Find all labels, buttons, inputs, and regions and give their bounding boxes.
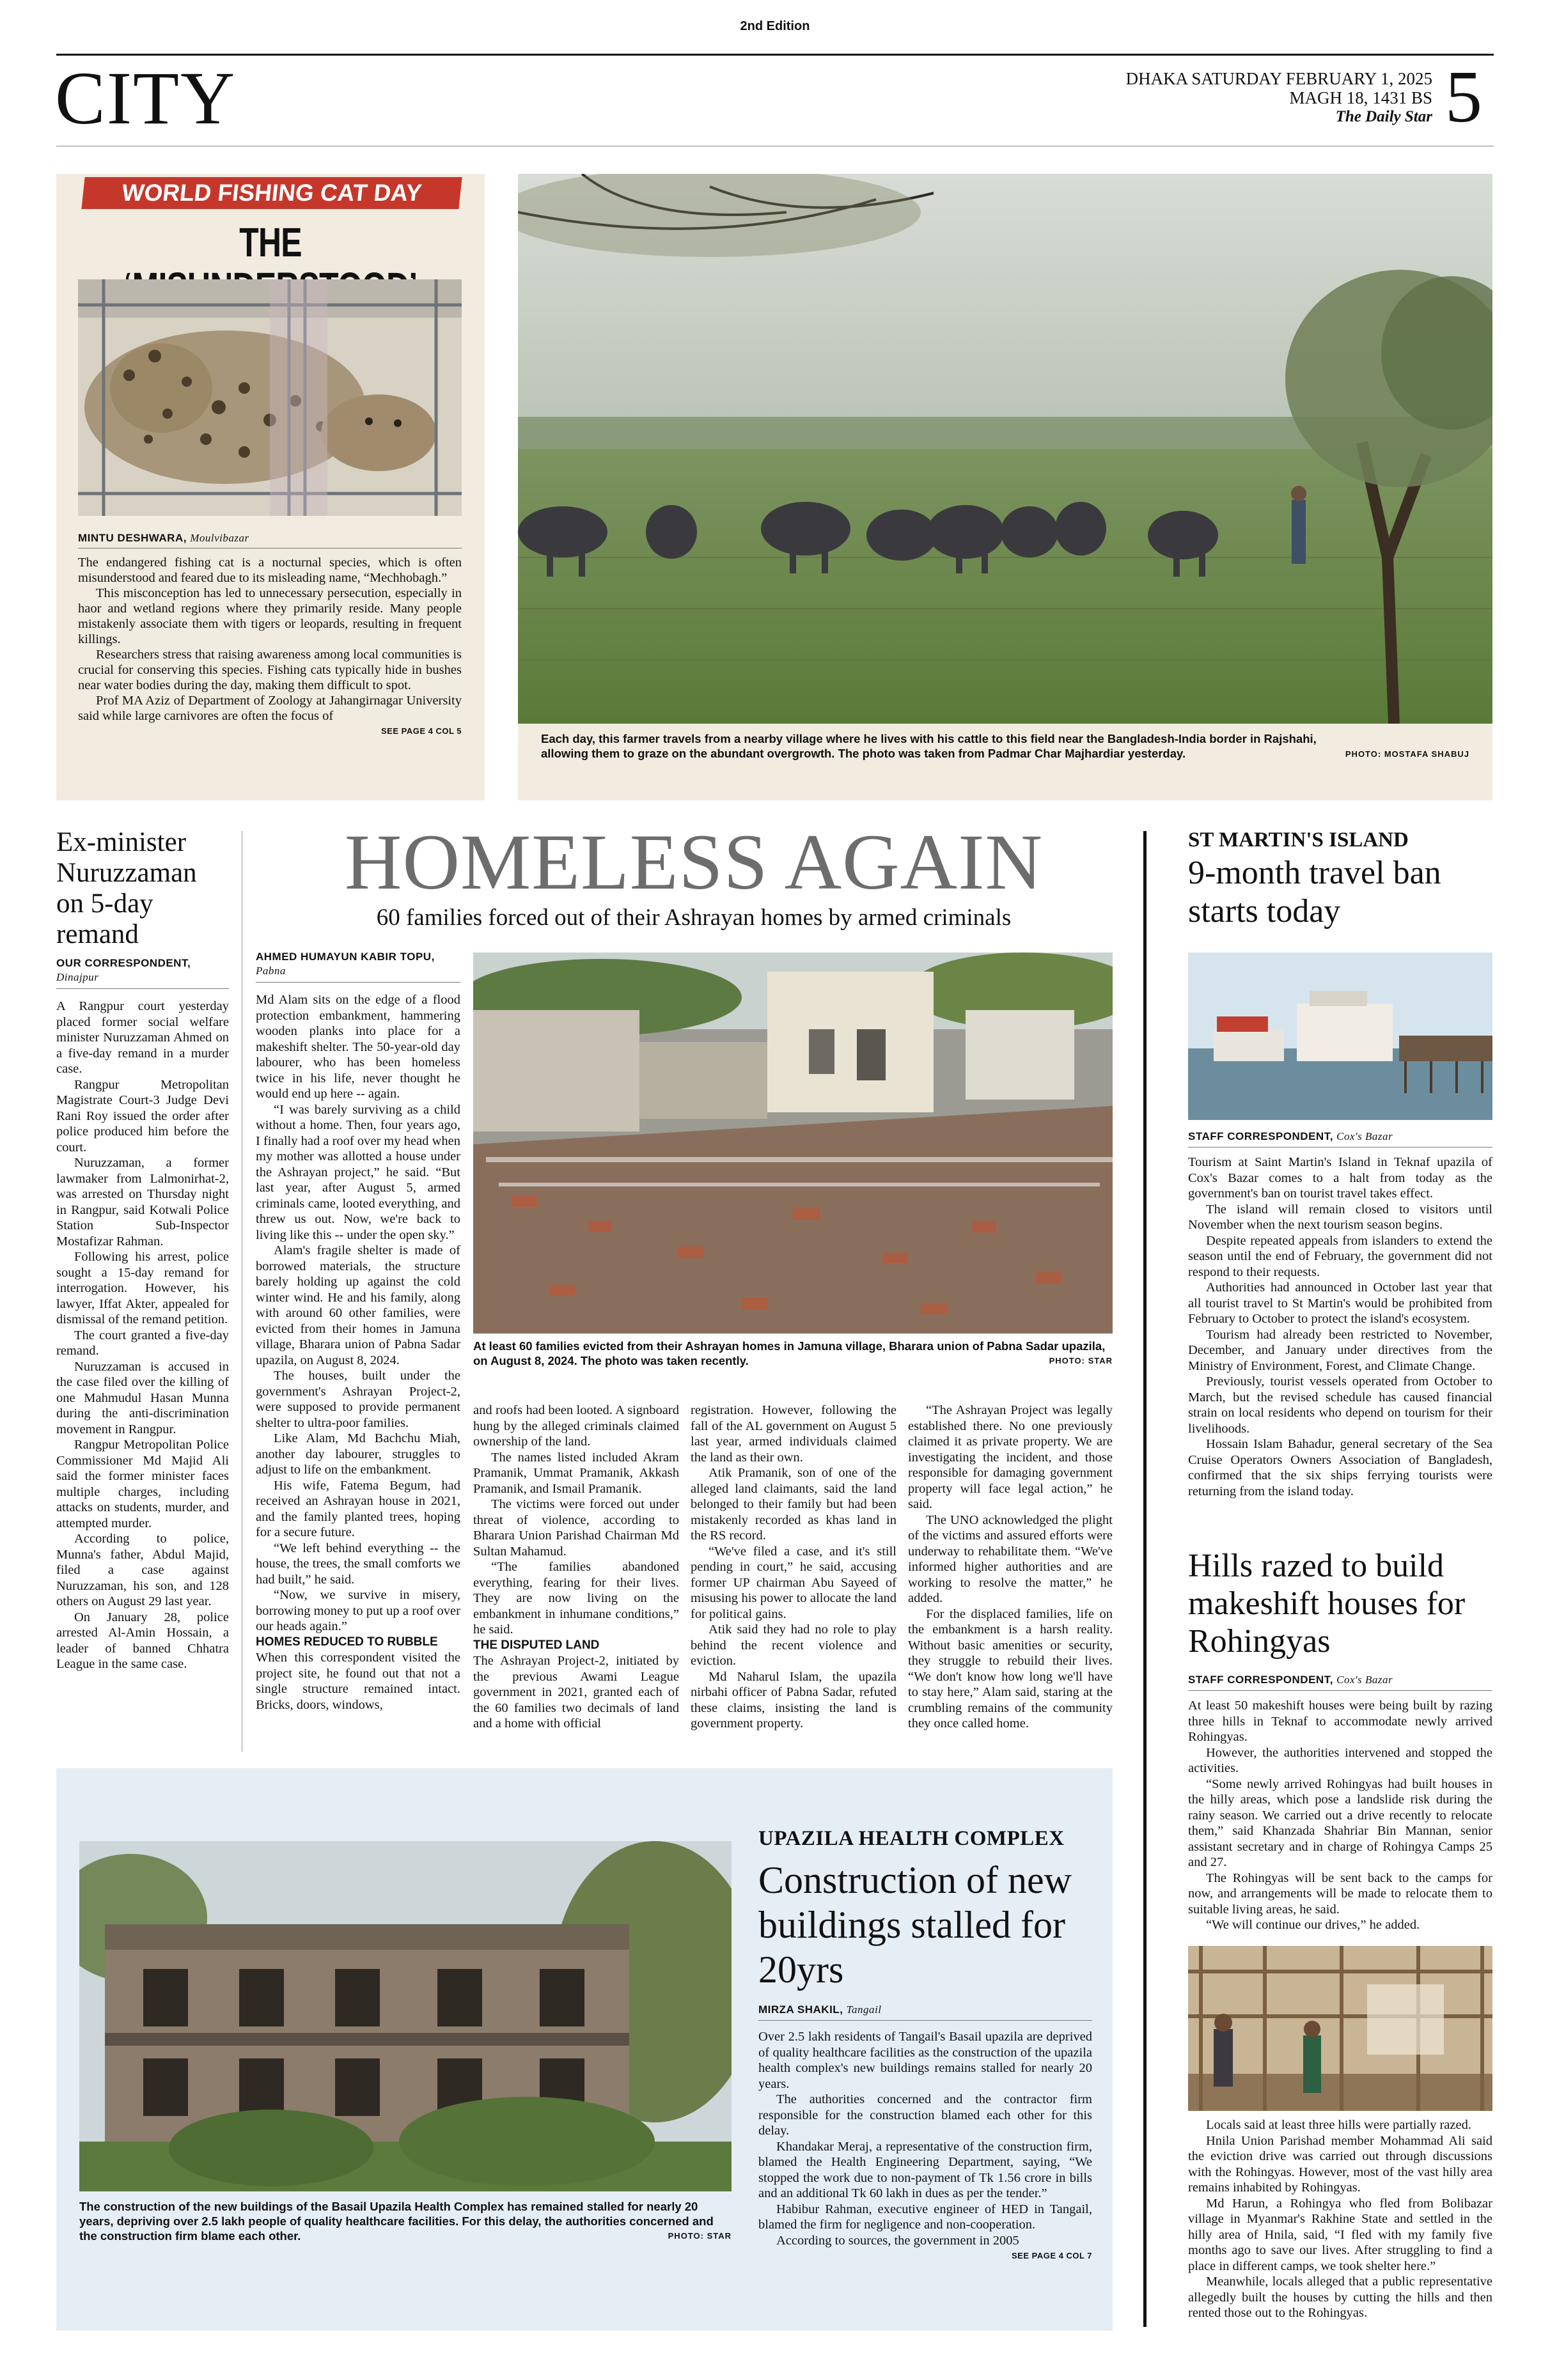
byline-name: MINTU DESHWARA, [78,532,187,544]
paragraph: However, the authorities intervened and stopped the activities. [1188,1745,1492,1775]
byline-name: MIRZA SHAKIL, [758,2003,843,2016]
health-photo [79,1841,732,2191]
health-body [758,2029,1092,2264]
paragraph: According to sources, the government in 2005 [776,2233,1019,2248]
byline-place: Moulvibazar [190,532,249,544]
paragraph: Md Harun, a Rohingya who fled from Bolibazar village in Myanmar's Rakhine State and settled in the hilly area of Hnila, said, “I fled with my family five months ago to save our lives. After struggling to find a place in different camps, we took shelter here.” [1188,2196,1492,2273]
nuruzzaman-rule [56,988,229,989]
paragraph: At least 50 makeshift houses were being built by razing three hills in Teknaf to accommodate newly arrived Rohingyas. [1188,1699,1492,1744]
health-rule [758,2020,1092,2021]
abandoned-building-illustration [79,1841,732,2191]
paragraph: Despite repeated appeals from islanders to extend the season until the end of February, the government did not respond to their requests. [1188,1233,1492,1279]
homeless-col4 [908,1403,1113,1732]
st-martins-byline [1188,1130,1393,1143]
buffalo-caption-box [518,724,1492,800]
right-column-rule [1143,831,1147,2327]
caption-text: At least 60 families evicted from their Ashrayan homes in Jamuna village, Bharara union of Pabna Sadar upazila, on August 8, 2024. The photo was taken recently. [473,1339,1106,1367]
ships-illustration [1188,953,1492,1120]
health-byline [758,2003,882,2016]
caption-text: The construction of the new buildings of the Basail Upazila Health Complex has remained stalled for nearly 20 years, depriving over 2.5 lakh people of quality healthcare facilities. For this delay, the authorities concerned and the construction firm blame each other. [79,2200,714,2243]
st-martins-body [1188,1155,1492,1499]
edition-label: 2nd Edition [740,19,810,33]
paragraph: Atik Pramanik, son of one of the alleged land claimants, said the land belonged to their family but had been mistakenly recorded as khas land in the RS record. [691,1466,896,1543]
paragraph: The UNO acknowledged the plight of the victims and assured efforts were underway to rehabilitate them. “We've informed higher authorities and are working to resolve the matter,” he added. [908,1513,1113,1605]
paragraph: A Rangpur court yesterday placed former social welfare minister Nuruzzaman Ahmed on a five-day remand in a murder case. [56,999,229,1076]
paragraph: Md Naharul Islam, the upazila nirbahi officer of Pabna Sadar, refuted these claims, insisting the land is government property. [691,1669,896,1731]
bamboo-house-illustration [1188,1946,1492,2111]
fishing-cat-photo [78,279,462,516]
paragraph: “We've filed a case, and it's still pending in court,” he said, accusing former UP chairman Abu Sayeed of misusing his power to allocate the land for political gains. [691,1544,896,1621]
fishing-cat-illustration [78,279,462,516]
paragraph: Rangpur Metropolitan Magistrate Court-3 Judge Devi Rani Roy issued the order after police produced him before the court. [56,1077,229,1155]
homeless-rule [256,982,460,983]
paragraph: Md Alam sits on the edge of a flood protection embankment, hammering wooden planks into place for a makeshift shelter. The 50-year-old day labourer, who has been homeless twice in his life, never thought he would end up here -- again. [256,993,460,1101]
buffalo-photo [518,174,1492,724]
see-page-link[interactable]: SEE PAGE 4 COL 7 [1011,2251,1092,2260]
paragraph: The endangered fishing cat is a nocturnal species, which is often misunderstood and feared due to its misleading name, “Mechhobagh.” [78,556,462,585]
st-martins-headline: 9-month travel ban starts today [1188,855,1441,929]
paragraph: Nuruzzaman is accused in the case filed over the killing of one Mahmudul Hasan Munna during the anti-discrimination movement in Rangpur. [56,1359,229,1436]
byline-place: Cox's Bazar [1336,1674,1393,1686]
fishing-cat-byline [78,532,249,545]
photo-credit: PHOTO: STAR [668,2231,732,2241]
paragraph: “I was barely surviving as a child without a home. Then, four years ago, I finally had a roof over my head when my mother was allotted a house under the Ashrayan project,” he said. “But last year, after August 5, armed criminals came, looted everything, and threw us out. Now, we're back to living like this -- under the open sky.” [256,1102,460,1242]
masthead-rule [56,54,1494,56]
hills-byline [1188,1674,1393,1686]
section-subhead: HOMES REDUCED TO RUBBLE [256,1635,438,1649]
paragraph: Hossain Islam Bahadur, general secretary of the Sea Cruise Operators Owners Association of Bangladesh, confirmed that the six ships ferrying tourists were returning from the island today. [1188,1437,1492,1498]
paragraph: Alam's fragile shelter is made of borrowed materials, the structure barely holding up against the cold winter wind. He and his family, along with around 60 other families, were evicted from their homes in Jamuna village, Bharara union of Pabna Sadar upazila, on August 8, 2024. [256,1243,460,1367]
paragraph: registration. However, following the fall of the AL government on August 5 last year, armed individuals claimed the land as their own. [691,1403,896,1465]
hills-body [1188,1698,1492,1933]
photo-credit: PHOTO: MOSTAFA SHABUJ [1345,749,1469,759]
paragraph: This misconception has led to unnecessary persecution, especially in haor and wetland regions where they primarily reside. Many people mistakenly associate them with tigers or leopards, resulting in frequent killings. [78,586,462,646]
fishing-cat-body [78,555,462,739]
homeless-col1 [256,992,460,1713]
homeless-photo [473,953,1113,1334]
health-photo-caption [79,2199,732,2243]
health-headline: Construction of new buildings stalled for 20yrs [758,1859,1072,1991]
paragraph: The names listed included Akram Pramanik, Ummat Pramanik, Akkash Pramanik, and Ismail Pramanik. [473,1450,679,1496]
buffalo-caption [541,731,1469,761]
hills-body-after [1188,2117,1492,2321]
see-page-link[interactable]: SEE PAGE 4 COL 5 [380,726,462,736]
buffalo-field-illustration [518,174,1492,724]
paragraph: Habibur Rahman, executive engineer of HED in Tangail, blamed the firm for negligence and non-cooperation. [758,2202,1092,2232]
homeless-col2 [473,1403,679,1732]
paragraph: Researchers stress that raising awareness among local communities is crucial for conserving this species. Fishing cats typically hide in bushes near water bodies during the day, making them difficult to spot. [78,648,462,692]
paragraph: The court granted a five-day remand. [56,1328,229,1358]
hills-headline: Hills razed to build makeshift houses for Rohingyas [1188,1548,1466,1660]
paragraph: The authorities concerned and the contractor firm responsible for the construction blamed each other for this delay. [758,2092,1092,2138]
paragraph: Following his arrest, police sought a 15-day remand for interrogation. However, his lawyer, Iffat Akter, appealed for dismissal of the remand petition. [56,1250,229,1326]
paragraph: Hnila Union Parishad member Mohammad Ali said the eviction drive was carried out through discussions with the Rohingyas. However, most of the vast hilly area remains inhabited by Rohingyas. [1188,2133,1492,2195]
paragraph: “Some newly arrived Rohingyas had built houses in the hilly areas, which pose a landslide risk during the rainy season. We carried out a drive recently to relocate them,” said Khanzada Shahriar Bin Mannan, senior assistant secretary and in charge of Rohingya Camps 25 and 27. [1188,1777,1492,1869]
nuruzzaman-byline [56,956,229,984]
paper-name: The Daily Star [1335,108,1432,125]
paragraph: The Ashrayan Project-2, initiated by the previous Awami League government in 2021, granted each of the 60 families two decimals of land and a home with official [473,1654,679,1731]
paragraph: Over 2.5 lakh residents of Tangail's Basail upazila are deprived of quality healthcare facilities as the construction of the upazila health complex's new buildings remains stalled for nearly 20 years. [758,2030,1092,2091]
homeless-subhead: 60 families forced out of their Ashrayan homes by armed criminals [376,905,1012,931]
dateline-block [1087,69,1432,127]
nuruzzaman-headline: Ex-minister Nuruzzaman on 5-day remand [56,827,197,949]
paragraph: Tourism had already been restricted to November, December, and January under directives from the Ministry of Environment, Forest, and Climate Change. [1188,1327,1492,1373]
byline-place: Pabna [256,965,286,977]
paragraph: Authorities had announced in October last year that all tourist travel to St Martin's would be prohibited from February to October to protect the island's ecosystem. [1188,1280,1492,1326]
photo-credit: PHOTO: STAR [1049,1356,1113,1365]
section-title: CITY [55,56,237,140]
paragraph: Nuruzzaman, a former lawmaker from Lalmonirhat-2, was arrested on Thursday night in Rangpur, said Kotwali Police Station Sub-Inspector Mostafizar Rahman. [56,1156,229,1248]
byline-name: STAFF CORRESPONDENT, [1188,1130,1333,1142]
section-subhead: THE DISPUTED LAND [473,1638,600,1652]
homeless-col3 [691,1403,896,1732]
paragraph: Atik said they had no role to play behind the recent violence and eviction. [691,1622,896,1668]
paragraph: On January 28, police arrested Al-Amin Hossain, a leader of banned Chhatra League in the same case. [56,1610,229,1671]
page-number: 5 [1445,56,1482,138]
paragraph: His wife, Fatema Begum, had received an Ashrayan house in 2021, and the family planted trees, hoping for a secure future. [256,1478,460,1539]
caption-text: Each day, this farmer travels from a nearby village where he lives with his cattle to this field near the Bangladesh-India border in Rajshahi, allowing them to graze on the abundant overgrowth. The photo was taken from Padmar Char Majhardiar yesterday. [541,732,1317,760]
byline-place: Tangail [846,2003,882,2016]
fishing-cat-kicker: WORLD FISHING CAT DAY [81,177,462,209]
byline-name: STAFF CORRESPONDENT, [1188,1674,1333,1686]
byline-place: Dinajpur [56,971,99,983]
paragraph: Tourism at Saint Martin's Island in Teknaf upazila of Cox's Bazar comes to a halt from today as the government's ban on tourist travel takes effect. [1188,1155,1492,1201]
hills-rule [1188,1690,1492,1691]
st-martins-kicker: ST MARTIN'S ISLAND [1188,828,1409,852]
paragraph: Like Alam, Md Bachchu Miah, another day labourer, struggles to adjust to life on the embankment. [256,1431,460,1477]
rubble-illustration [473,953,1113,1334]
paragraph: According to police, Munna's father, Abdul Majid, filed a case against Nuruzzaman, his son, and 128 others on August 29 last year. [56,1532,229,1608]
paragraph: Previously, tourist vessels operated from October to March, but the revised schedule has caused financial strain on local residents who depend on tourism for their livelihoods. [1188,1374,1492,1436]
paragraph: “We will continue our drives,” he added. [1206,1918,1420,1932]
fishing-cat-panel [56,174,485,800]
homeless-byline [256,950,460,978]
health-kicker: UPAZILA HEALTH COMPLEX [758,1827,1065,1850]
byline-name: AHMED HUMAYUN KABIR TOPU, [256,951,435,963]
paragraph: The Rohingyas will be sent back to the camps for now, and arrangements will be made to relocate them to suitable living areas, he said. [1188,1871,1492,1917]
paragraph: Meanwhile, locals alleged that a public representative allegedly built the houses by cutting the hills and then rented those out to the Rohingyas. [1188,2275,1492,2320]
paragraph: The island will remain closed to visitors until November when the next tourism season begins. [1188,1202,1492,1232]
paragraph: Locals said at least three hills were partially razed. [1206,2118,1471,2132]
paragraph: “The Ashrayan Project was legally established there. No one previously claimed it as private property. We are investigating the incident, and those responsible for damaging government property will face legal action,” he said. [908,1403,1113,1511]
bangla-date: MAGH 18, 1431 BS [1289,88,1432,107]
paragraph: The houses, built under the government's Ashrayan Project-2, were supposed to provide permanent shelter to ultra-poor families. [256,1369,460,1430]
fishing-cat-headline: THE [239,219,302,265]
homeless-headline: HOMELESS AGAIN [344,818,1044,906]
paragraph: “The families abandoned everything, fearing for their lives. They are now living on the embankment in inhumane conditions,” he said. [473,1560,679,1637]
paragraph: The victims were forced out under threat of violence, according to Bharara Union Parishad Chairman Md Sultan Mahamud. [473,1497,679,1559]
paragraph: “We left behind everything -- the house, the trees, the small comforts we had built,” he said. [256,1541,460,1587]
paragraph: For the displaced families, life on the embankment is a harsh reality. Without basic amenities or security, they struggle to rebuild their lives. “We don't know how long we'll have to stay here,” Alam said, staring at the crumbling remains of the community they once called home. [908,1606,1113,1731]
paragraph: Prof MA Aziz of Department of Zoology at Jahangirnagar University said while large carnivores are often the focus of [78,694,462,723]
paragraph: Rangpur Metropolitan Police Commissioner Md Majid Ali said the former minister faces multiple charges, including attacks on students, murder, and attempted murder. [56,1438,229,1530]
byline-name: OUR CORRESPONDENT, [56,957,191,969]
byline-place: Cox's Bazar [1336,1130,1393,1142]
st-martins-photo [1188,953,1492,1120]
homeless-photo-caption [473,1339,1113,1368]
paragraph: “Now, we survive in misery, borrowing money to put up a roof over our heads again.” [256,1588,460,1633]
nuruzzaman-body [56,999,229,1672]
paragraph: When this correspondent visited the project site, he found out that not a single structure remained intact. Bricks, doors, windows, [256,1651,460,1712]
paragraph: Khandakar Meraj, a representative of the construction firm, blamed the Health Engineering Department, saying, “We stopped the work due to non-payment of Tk 1.56 crore in bills and an additional Tk 60 lakh in dues as per the tender.” [758,2139,1092,2200]
paragraph: and roofs had been looted. A signboard hung by the alleged criminals claimed ownership of the land. [473,1403,679,1449]
dateline: DHAKA SATURDAY FEBRUARY 1, 2025 [1125,69,1432,88]
hills-photo [1188,1946,1492,2111]
